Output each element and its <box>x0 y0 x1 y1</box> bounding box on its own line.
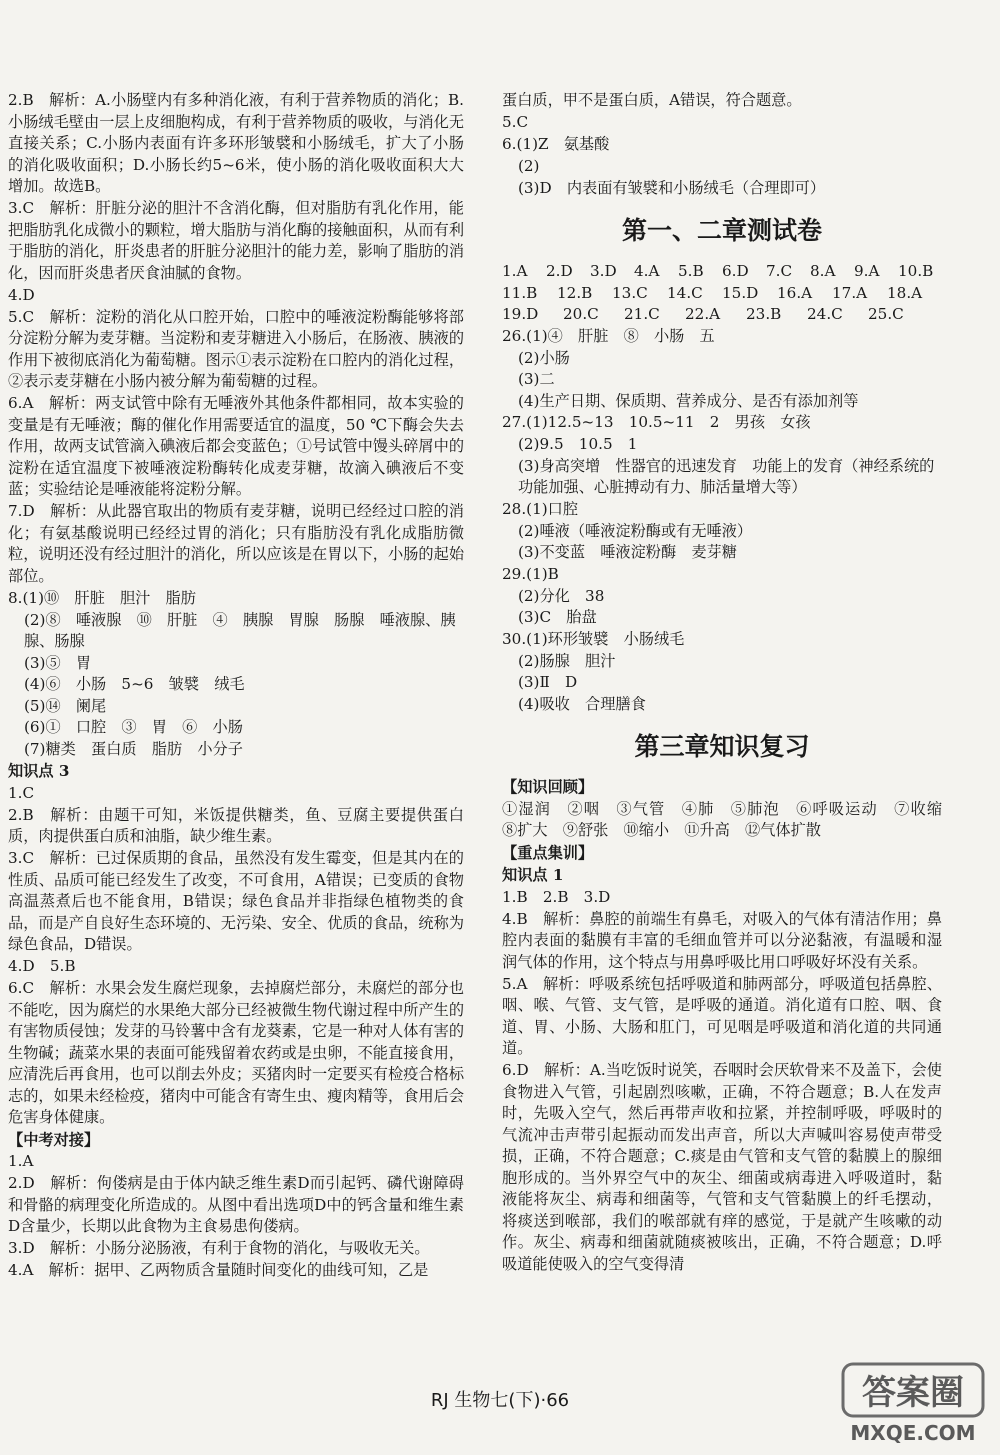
sub-answer-line: (4)吸收 合理膳食 <box>517 694 646 713</box>
answer-item: 28.(1)口腔 <box>502 499 579 518</box>
sub-answer-line: (2)肠腺 胆汁 <box>517 651 616 670</box>
answer-grid-cell: 13.C <box>612 283 648 302</box>
sub-answer-line: (3)二 <box>517 370 555 388</box>
answer-item: 1.A <box>8 1152 34 1170</box>
answer-item: 4.D <box>8 285 35 304</box>
answer-grid-cell: 8.A <box>810 262 836 280</box>
bracket-section-heading: 【知识回顾】 <box>502 778 594 796</box>
answer-item: 8.(1)⑩ 肝脏 胆汁 脂肪 <box>8 588 196 607</box>
answer-grid-cell: 4.A <box>634 262 660 280</box>
right-bottom-answers <box>502 777 958 1275</box>
answer-grid-cell: 10.B <box>898 262 934 280</box>
answer-item: 26.(1)④ 肝脏 ⑧ 小肠 五 <box>502 326 715 345</box>
watermark-logo <box>825 1360 990 1450</box>
answer-item: 2.B 解析：由题干可知，米饭提供糖类，鱼、豆腐主要提供蛋白质，肉提供蛋白质和油脂，缺少维生素。 <box>8 805 464 845</box>
sub-answer-line: (3)不变蓝 唾液淀粉酶 麦芽糖 <box>517 543 737 561</box>
answer-grid-cell: 15.D <box>722 283 759 302</box>
answer-grid-cell: 7.C <box>766 262 793 280</box>
answer-item: 4.B 解析：鼻腔的前端生有鼻毛，对吸入的气体有清洁作用；鼻腔内表面的黏膜有丰富的毛细血管并可以分泌黏液，有温暖和湿润气体的作用，这个特点与用鼻呼吸比用口呼吸好坏没有关系。 <box>502 909 942 971</box>
answer-grid-cell: 14.C <box>667 283 703 302</box>
right-mid-answers <box>502 326 942 716</box>
sub-answer-line: (3)⑤ 胃 <box>23 653 92 672</box>
answer-item: 蛋白质，甲不是蛋白质，A错误，符合题意。 <box>502 91 802 109</box>
watermark-text-url: MXQE.COM <box>850 1421 976 1445</box>
answer-grid-cell: 1.A <box>502 262 528 280</box>
answer-item: 3.C 解析：已过保质期的食品，虽然没有发生霉变，但是其内在的性质、品质可能已经发生了改变，不可食用，A错误；已变质的食物高温蒸煮后也不能食用，B错误；绿色食品并非指绿色植物类的食品，而是产自良好生态环境的、无污染、安全、优质的食品，统称为绿色食品，D错误。 <box>8 849 464 953</box>
answer-grid-cell: 22.A <box>685 305 721 323</box>
answer-item: 6.D 解析：A.当吃饭时说笑，吞咽时会厌软骨来不及盖下，会使食物进入气管，引起剧烈咳嗽，正确，不符合题意；B.人在发声时，先吸入空气，然后再带声收和拉紧，并控制呼吸，呼吸时的气流冲击声带引起振动而发出声音，所以大声喊叫容易使声带受损，正确，不符合题意；C.痰是由气管和支气管的黏膜上的腺细胞形成的。当外界空气中的灰尘、细菌或病毒进入呼吸道时，黏液能将灰尘、病毒和细菌等，气管和支气管黏膜上的纤毛摆动，将痰送到喉部，我们的喉部就有痒的感觉，于是就产生咳嗽的动作。灰尘、病毒和细菌就随痰被咳出，正确，不符合题意；D.呼吸道能使吸入的空气变得清 <box>502 1061 942 1273</box>
answer-grid-cell: 11.B <box>502 283 538 302</box>
answer-grid-cell: 3.D <box>590 262 617 280</box>
page-footer: RJ 生物七(下)·66 <box>430 1390 570 1411</box>
section-heading-chapter-3-review: 第三章知识复习 <box>634 732 810 761</box>
answer-item: 5.C <box>502 113 529 131</box>
answer-item: 6.C 解析：水果会发生腐烂现象，去掉腐烂部分，未腐烂的部分也不能吃，因为腐烂的水果绝大部分已经被微生物代谢过程中所产生的有害物质侵蚀；发芽的马铃薯中含有龙葵素，它是一种对人体有害的生物碱；蔬菜水果的表面可能残留着农药或是虫卵，不能直接食用，应清洗后再食用，也可以削去外皮；买猪肉时一定要买有检疫合格标志的，如果未经检疫，猪肉中可能含有寄生虫、瘦肉精等，食用后会危害身体健康。 <box>8 979 464 1126</box>
right-column <box>502 90 958 1276</box>
answer-grid-cell: 6.D <box>722 262 749 280</box>
sub-answer-line: (2)分化 38 <box>517 586 605 605</box>
answer-grid-row <box>502 283 942 305</box>
answer-grid-cell: 9.A <box>854 262 880 280</box>
answer-grid-cell: 24.C <box>807 305 843 323</box>
answer-item: 1.B 2.B 3.D <box>502 887 611 906</box>
multiple-choice-answer-grid <box>502 261 942 326</box>
answer-item: 5.C 解析：淀粉的消化从口腔开始，口腔中的唾液淀粉酶能够将部分淀粉分解为麦芽糖。当淀粉和麦芽糖进入小肠后，在肠液、胰液的作用下被彻底消化为葡萄糖。图示①表示淀粉在口腔内的消化过程，②表示麦芽糖在小肠内被分解为葡萄糖的过程。 <box>8 307 464 390</box>
sub-answer-line: (5)⑭ 阑尾 <box>23 696 107 715</box>
answer-grid-cell: 2.D <box>546 262 573 280</box>
sub-answer-line: (3)D 内表面有皱襞和小肠绒毛（合理即可） <box>517 178 826 197</box>
answer-grid-cell: 17.A <box>832 283 868 302</box>
answer-item: 29.(1)B <box>502 564 559 583</box>
answer-item: 7.D 解析：从此器官取出的物质有麦芽糖，说明已经经过口腔的消化；有氨基酸说明已经经过胃的消化；只有脂肪没有乳化成脂肪微粒，说明还没有经过胆汁的消化，所以应该是在胃以下，小肠的起始部位。 <box>8 502 464 585</box>
answer-item: 2.D 解析：佝偻病是由于体内缺乏维生素D而引起钙、磷代谢障碍和骨骼的病理变化所造成的。从图中看出选项D中的钙含量和维生素D含量少，长期以此食物为主食易患佝偻病。 <box>8 1174 464 1235</box>
answer-grid-cell: 18.A <box>887 283 923 302</box>
right-top-answers <box>502 90 942 199</box>
answer-item: 6.A 解析：两支试管中除有无唾液外其他条件都相同，故本实验的变量是有无唾液；酶的催化作用需要适宜的温度，50 ℃下酶会失去作用，故两支试管滴入碘液后都会变蓝色；①号试管中馒头碎屑中的淀粉在适宜温度下被唾液淀粉酶转化成麦芽糖，故滴入碘液后不变蓝；实验结论是唾液能将淀粉分解。 <box>8 394 464 498</box>
sub-answer-line: (2)9.5 10.5 1 <box>517 435 638 453</box>
watermark-text-cn: 答案圈 <box>862 1373 964 1413</box>
sub-answer-line: (2)⑧ 唾液腺 ⑩ 肝脏 ④ 胰腺 胃腺 肠腺 唾液腺、胰腺、肠腺 <box>23 610 456 650</box>
left-column <box>8 90 464 1282</box>
sub-answer-line: (2)小肠 <box>517 348 570 367</box>
sub-answer-line: (6)① 口腔 ③ 胃 ⑥ 小肠 <box>23 718 243 736</box>
answer-grid-cell: 23.B <box>746 305 782 323</box>
knowledge-point-heading: 知识点 3 <box>8 762 70 780</box>
sub-answer-line: (2)唾液（唾液淀粉酶或有无唾液） <box>517 521 753 540</box>
answer-grid-cell: 25.C <box>868 305 904 323</box>
sub-answer-line: (4)⑥ 小肠 5~6 皱襞 绒毛 <box>23 675 245 693</box>
sub-answer-line: (4)生产日期、保质期、营养成分、是否有添加剂等 <box>517 391 859 410</box>
sub-answer-line: (3)身高突增 性器官的迅速发育 功能上的发育（神经系统的功能加强、心脏搏动有力、肺活量增大等） <box>517 456 935 496</box>
answer-item: 3.C 解析：肝脏分泌的胆汁不含消化酶，但对脂肪有乳化作用，能把脂肪乳化成微小的颗粒，增大脂肪与消化酶的接触面积，从而有利于脂肪的消化，肝炎患者的肝脏分泌胆汁的能力差，影响了脂肪的消化，因而肝炎患者厌食油腻的食物。 <box>8 199 464 282</box>
bracket-section-heading: 【重点集训】 <box>502 843 594 862</box>
answer-item: 6.(1)Z 氨基酸 <box>502 135 610 153</box>
bracket-section-heading: 【中考对接】 <box>8 1130 100 1149</box>
answer-item: 4.D 5.B <box>8 957 76 975</box>
answer-grid-cell: 16.A <box>777 283 813 302</box>
sub-answer-line: (7)糖类 蛋白质 脂肪 小分子 <box>23 739 243 758</box>
answer-grid-cell: 20.C <box>563 305 599 323</box>
section-heading-chapter-1-2-test: 第一、二章测试卷 <box>621 216 822 245</box>
answer-item: 2.B 解析：A.小肠壁内有多种消化液，有利于营养物质的消化；B.小肠绒毛壁由一层上皮细胞构成，有利于营养物质的吸收，与消化无直接关系；C.小肠内表面有许多环形皱襞和小肠绒毛，扩大了小肠的消化吸收面积；D.小肠长约5~6米，使小肠的消化吸收面积大大增加。故选B。 <box>8 91 464 195</box>
answer-item: 3.D 解析：小肠分泌肠液，有利于食物的消化，与吸收无关。 <box>8 1239 430 1257</box>
sub-answer-line: (3)Ⅱ D <box>517 673 578 691</box>
answer-grid-cell: 21.C <box>624 305 660 323</box>
column-gutter <box>486 0 487 1440</box>
answer-item: 1.C <box>8 783 35 802</box>
knowledge-point-heading: 知识点 1 <box>502 866 564 884</box>
answer-grid-cell: 5.B <box>678 262 704 280</box>
sub-answer-line: (2) <box>517 157 540 175</box>
answer-item: 27.(1)12.5~13 10.5~11 2 男孩 女孩 <box>502 413 811 431</box>
answer-grid-row <box>502 261 942 283</box>
answer-item: 30.(1)环形皱襞 小肠绒毛 <box>502 629 685 648</box>
answer-item: ①湿润 ②咽 ③气管 ④肺 ⑤肺泡 ⑥呼吸运动 ⑦收缩 ⑧扩大 ⑨舒张 ⑩缩小 ⑪升高 ⑫气体扩散 <box>502 799 958 839</box>
answer-item: 4.A 解析：据甲、乙两物质含量随时间变化的曲线可知，乙是 <box>8 1261 429 1279</box>
answer-grid-cell: 12.B <box>557 283 593 302</box>
answer-item: 5.A 解析：呼吸系统包括呼吸道和肺两部分，呼吸道包括鼻腔、咽、喉、气管、支气管，是呼吸的通道。消化道有口腔、咽、食道、胃、小肠、大肠和肛门，可见咽是呼吸道和消化道的共同通道。 <box>502 974 942 1057</box>
answer-grid-cell: 19.D <box>502 305 539 323</box>
answer-grid-row <box>502 304 942 326</box>
sub-answer-line: (3)C 胎盘 <box>517 608 597 626</box>
